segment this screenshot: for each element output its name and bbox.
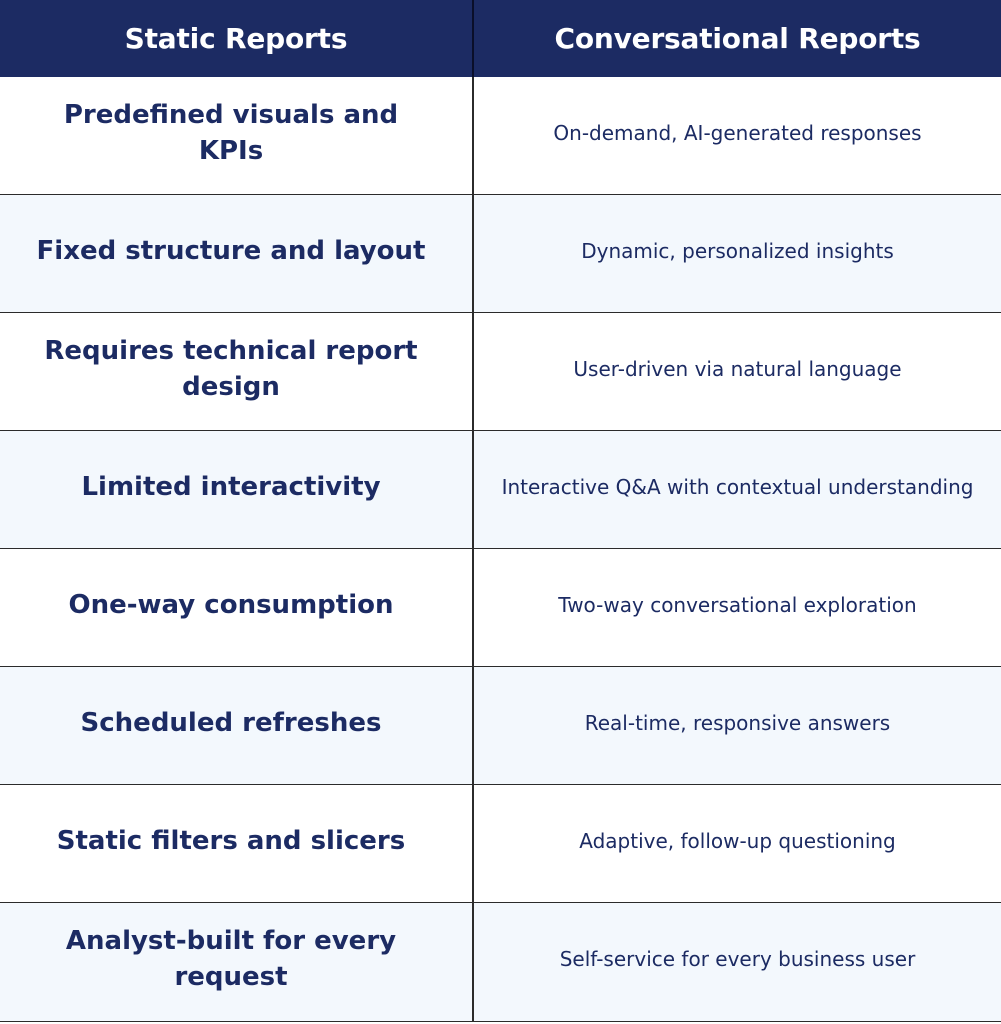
table-row [0,313,1001,431]
conversational-cell: Adaptive, follow-up questioning [579,828,896,853]
table-row [0,431,1001,549]
table-row [0,785,1001,903]
static-cell: Fixed structure and layout [36,235,426,266]
static-cell: One-way consumption [68,589,394,620]
table-row [0,667,1001,785]
header-static-reports: Static Reports [124,22,348,55]
static-cell: Static filters and slicers [56,825,406,856]
conversational-cell: User-driven via natural language [573,356,902,381]
conversational-cell: Real-time, responsive answers [584,710,891,735]
table-row [0,903,1001,1022]
static-cell: Requires technical report design [44,335,418,402]
static-cell: Scheduled refreshes [80,707,382,738]
header-conversational-reports: Conversational Reports [554,22,921,55]
conversational-cell: Dynamic, personalized insights [581,238,894,263]
conversational-cell: On-demand, AI-generated responses [553,120,922,145]
conversational-cell: Self-service for every business user [559,947,916,971]
static-cell: Limited interactivity [81,471,381,502]
table-header [0,0,1001,77]
static-cell: Analyst-built for every request [65,926,397,992]
conversational-cell: Interactive Q&A with contextual understanding [501,474,974,499]
static-cell: Predefined visuals and KPIs [63,99,399,166]
table-row [0,549,1001,667]
conversational-cell: Two-way conversational exploration [558,592,917,617]
table-row [0,195,1001,313]
table-row [0,77,1001,195]
